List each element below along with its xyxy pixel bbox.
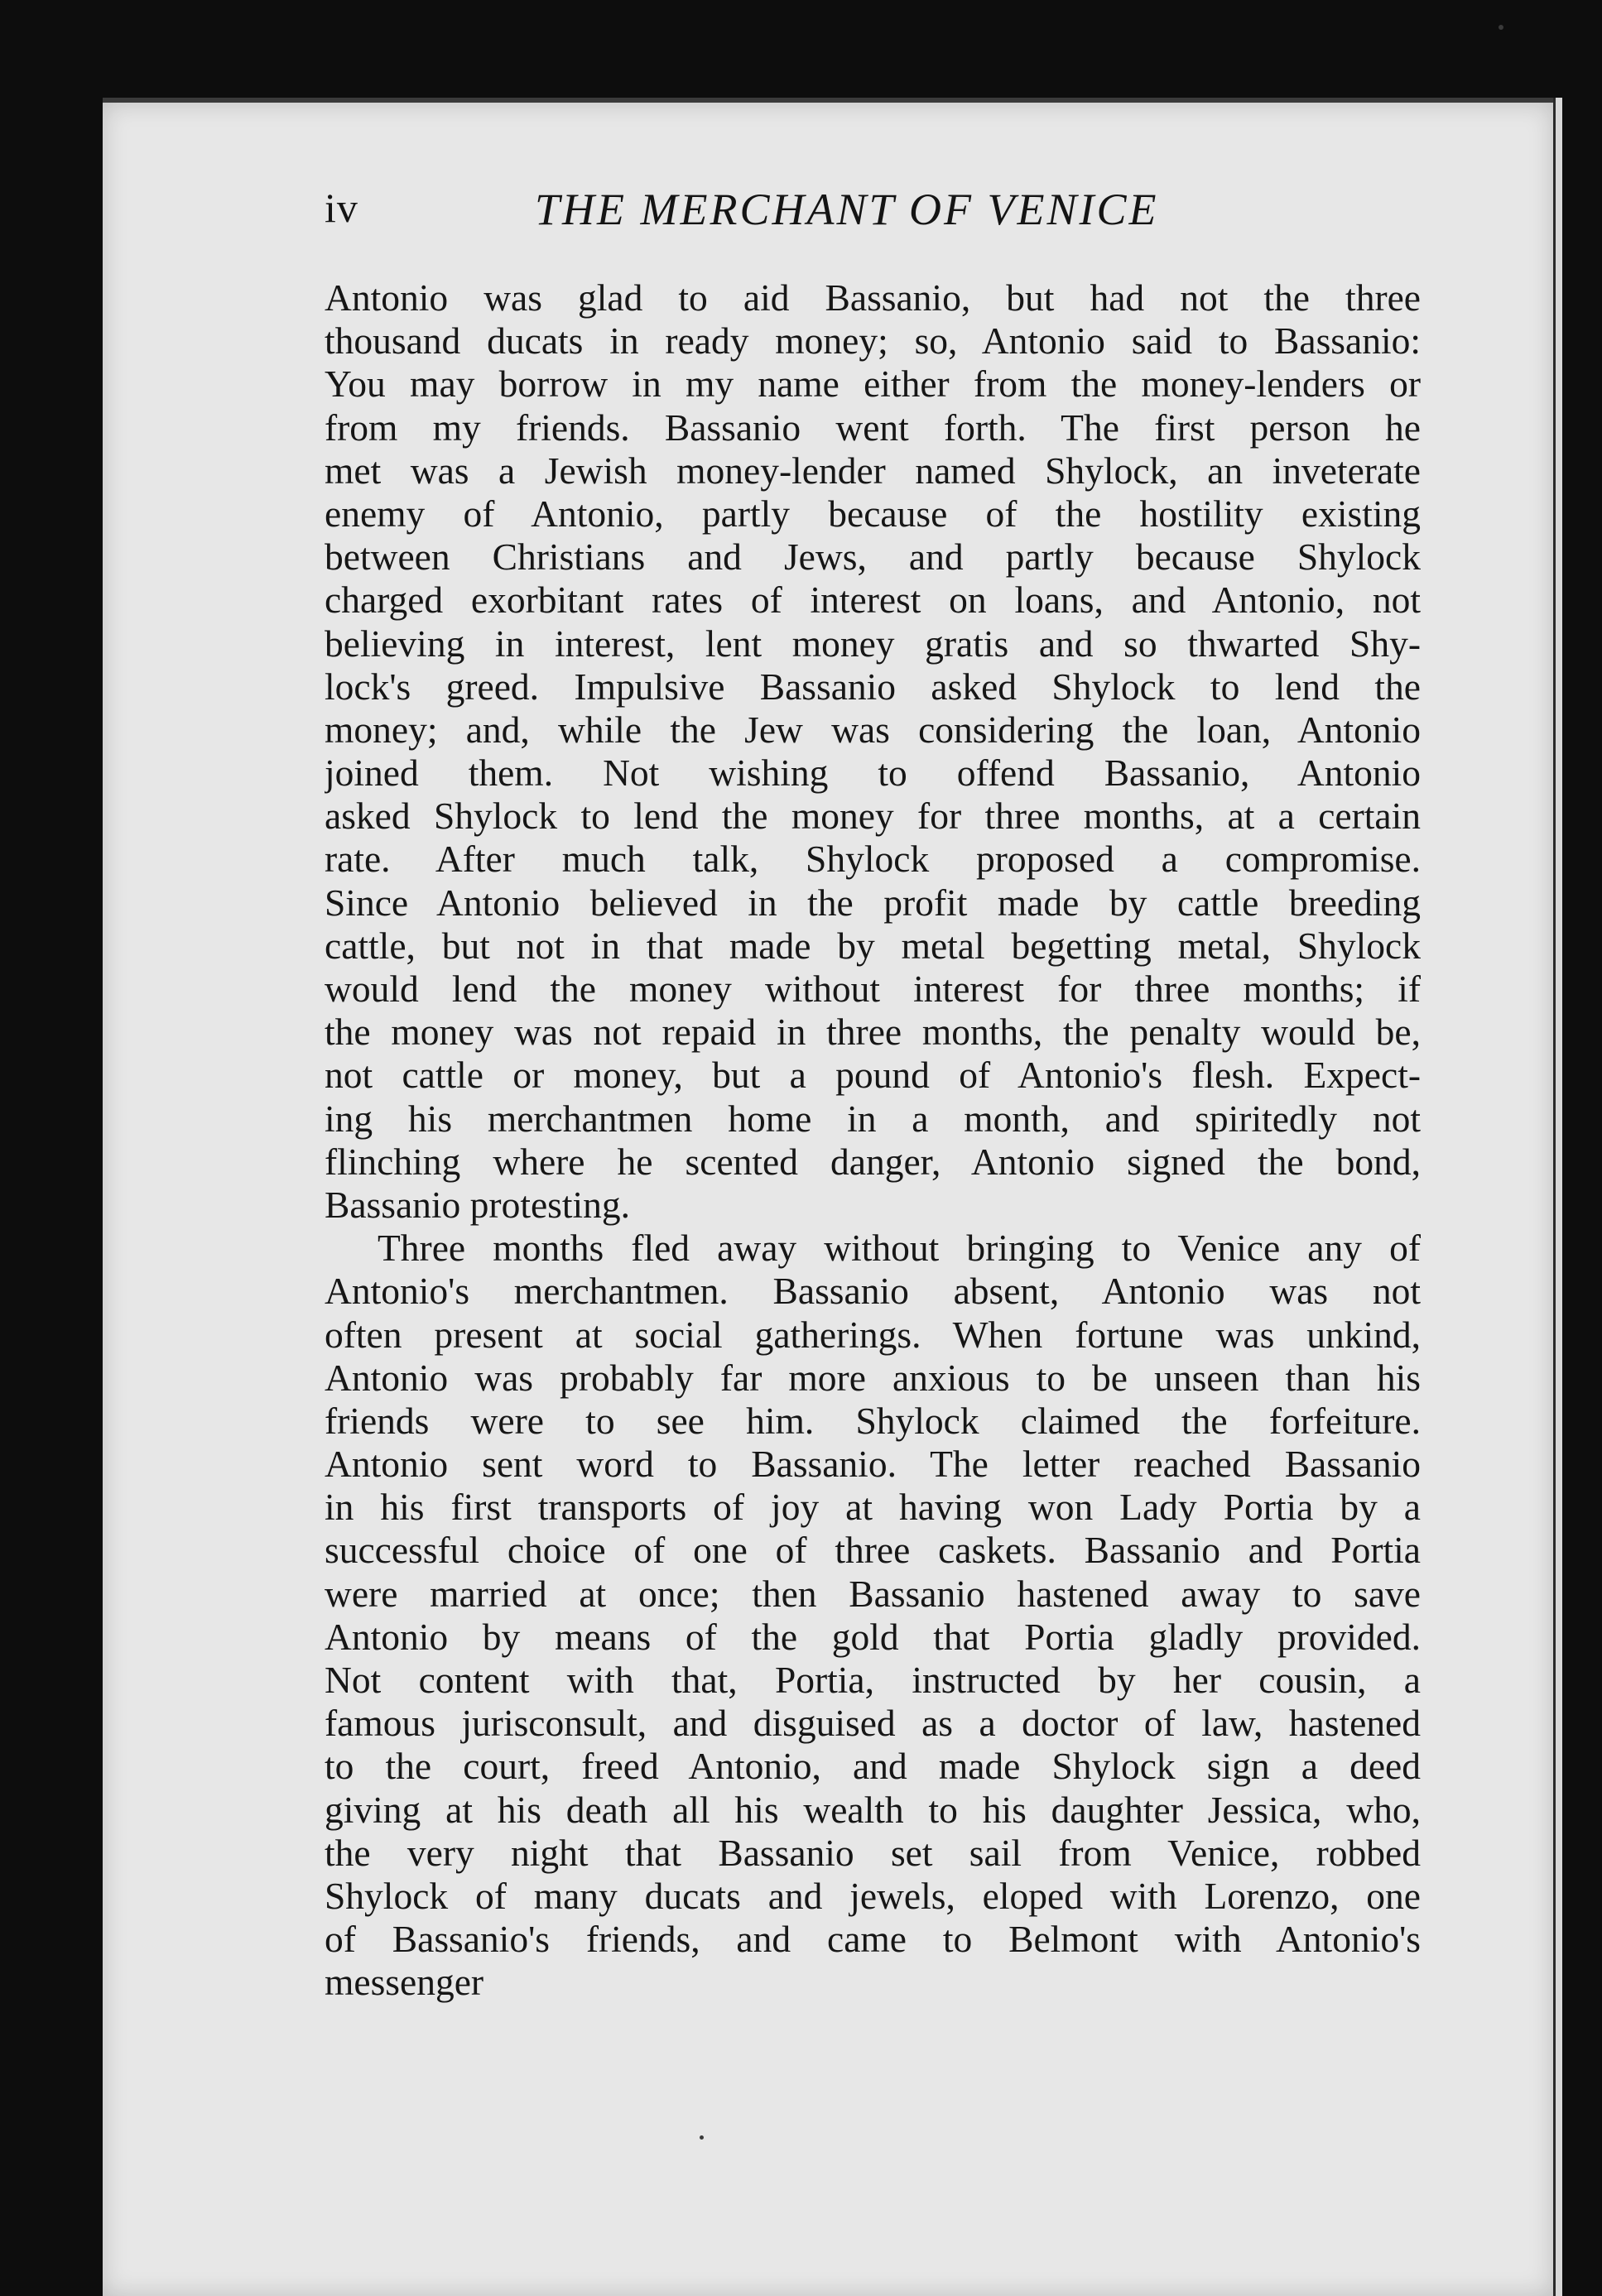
page-number: iv (325, 185, 358, 231)
page-header (325, 184, 1484, 250)
text-line: were married at once; then Bassanio hastened away to save (325, 1572, 1421, 1615)
text-line: Since Antonio believed in the profit made by cattle breeding (325, 881, 1421, 924)
text-line: cattle, but not in that made by metal begetting metal, Shylock (325, 924, 1421, 967)
text-line: asked Shylock to lend the money for three months, at a certain (325, 795, 1421, 838)
paragraph (325, 1227, 1421, 2004)
text-line: the very night that Bassanio set sail from Venice, robbed (325, 1831, 1421, 1874)
text-line: famous jurisconsult, and disguised as a doctor of law, hastened (325, 1702, 1421, 1745)
text-line: Not content with that, Portia, instructed by her cousin, a (325, 1659, 1421, 1701)
text-line: money; and, while the Jew was considering the loan, Antonio (325, 708, 1421, 751)
text-line: rate. After much talk, Shylock proposed a compromise. (325, 838, 1421, 881)
scan-speck (1499, 25, 1503, 30)
text-line: giving at his death all his wealth to his daughter Jessica, who, (325, 1788, 1421, 1831)
running-title: THE MERCHANT OF VENICE (535, 185, 1159, 234)
text-line: lock's greed. Impulsive Bassanio asked Shylock to lend the (325, 665, 1421, 708)
text-line: would lend the money without interest for three months; if (325, 968, 1421, 1010)
text-line: flinching where he scented danger, Antonio signed the bond, (325, 1140, 1421, 1183)
text-line: not cattle or money, but a pound of Antonio's flesh. Expect- (325, 1054, 1421, 1097)
text-line: You may borrow in my name either from the money-lenders or (325, 363, 1421, 406)
text-line: thousand ducats in ready money; so, Antonio said to Bassanio: (325, 319, 1421, 363)
text-line: the money was not repaid in three months, the penalty would be, (325, 1011, 1421, 1054)
text-line: Antonio was glad to aid Bassanio, but had not the three (325, 276, 1421, 319)
text-line: friends were to see him. Shylock claimed the forfeiture. (325, 1399, 1421, 1442)
text-line: messenger (325, 1961, 484, 2004)
text-line: to the court, freed Antonio, and made Shylock sign a deed (325, 1745, 1421, 1788)
text-line: Three months fled away without bringing to Venice any of (378, 1227, 1421, 1270)
text-line: Antonio was probably far more anxious to be unseen than his (325, 1356, 1421, 1399)
page-right-edge (1553, 98, 1562, 2296)
text-line: met was a Jewish money-lender named Shylock, an inveterate (325, 449, 1421, 492)
text-line: Shylock of many ducats and jewels, eloped with Lorenzo, one (325, 1874, 1421, 1917)
body-text (325, 276, 1421, 2005)
scan-speck (700, 2135, 704, 2140)
text-line: from my friends. Bassanio went forth. The first person he (325, 406, 1421, 449)
text-line: Antonio sent word to Bassanio. The letter reached Bassanio (325, 1443, 1421, 1486)
text-line: of Bassanio's friends, and came to Belmont with Antonio's (325, 1918, 1421, 1961)
text-line: between Christians and Jews, and partly because Shylock (325, 536, 1421, 579)
text-line: successful choice of one of three caskets. Bassanio and Portia (325, 1529, 1421, 1572)
paragraph (325, 276, 1421, 1227)
text-line: in his first transports of joy at having won Lady Portia by a (325, 1486, 1421, 1529)
text-line: ing his merchantmen home in a month, and spiritedly not (325, 1097, 1421, 1140)
text-line: often present at social gatherings. When fortune was unkind, (325, 1313, 1421, 1356)
text-line: Bassanio protesting. (325, 1183, 631, 1226)
text-line: enemy of Antonio, partly because of the hostility existing (325, 492, 1421, 535)
text-line: Antonio's merchantmen. Bassanio absent, Antonio was not (325, 1270, 1421, 1313)
text-line: charged exorbitant rates of interest on loans, and Antonio, not (325, 579, 1421, 622)
text-line: believing in interest, lent money gratis and so thwarted Shy- (325, 622, 1421, 665)
text-line: Antonio by means of the gold that Portia gladly provided. (325, 1615, 1421, 1658)
text-line: joined them. Not wishing to offend Bassanio, Antonio (325, 752, 1421, 795)
